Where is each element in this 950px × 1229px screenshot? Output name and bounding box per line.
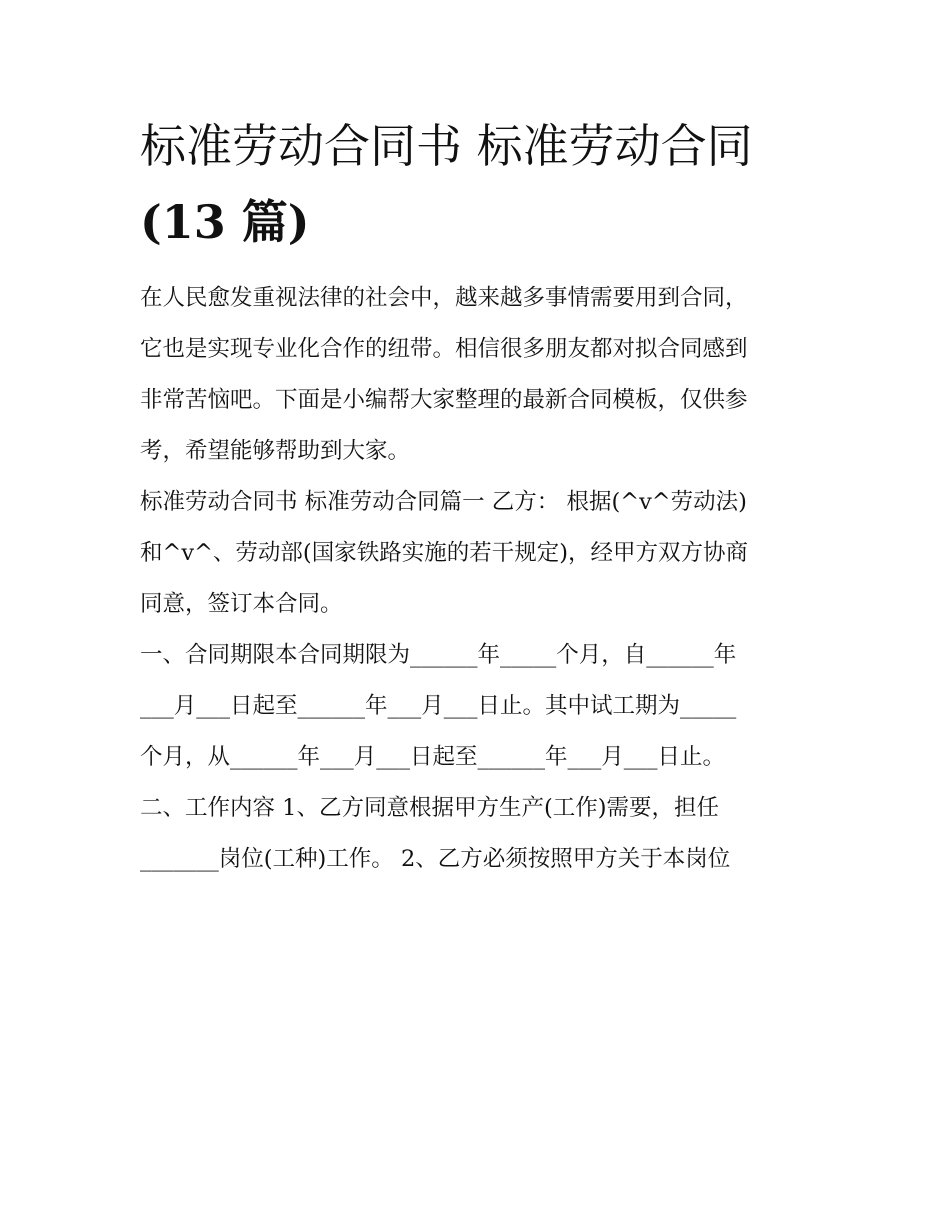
body-line-10: 个月，从______年___月___日起至______年___月___日止。 [140, 744, 726, 770]
body-line-1: 在人民愈发重视法律的社会中，越来越多事情需要用到合同， [140, 285, 748, 311]
body-line-6: 和^v^、劳动部(国家铁路实施的若干规定)，经甲方双方协商 [140, 540, 748, 566]
body-line-9: ___月___日起至______年___月___日止。其中试工期为_____ [140, 693, 737, 719]
body-line-4: 考，希望能够帮助到大家。 [140, 438, 411, 464]
body-line-8: 一、合同期限本合同期限为______年_____个月，自______年 [140, 642, 737, 668]
document-title [140, 108, 820, 260]
body-line-7: 同意，签订本合同。 [140, 591, 343, 617]
document-body [140, 273, 840, 885]
body-line-3: 非常苦恼吧。下面是小编帮大家整理的最新合同模板，仅供参 [140, 387, 748, 413]
body-line-11: 二、工作内容 1、乙方同意根据甲方生产(工作)需要，担任 [140, 795, 720, 821]
title-line-2: (13 篇) [140, 195, 310, 249]
body-line-5: 标准劳动合同书 标准劳动合同篇一 乙方： 根据(^v^劳动法) [140, 489, 747, 515]
body-line-12: _______岗位(工种)工作。 2、乙方必须按照甲方关于本岗位 [140, 846, 731, 872]
title-line-1: 标准劳动合同书 标准劳动合同 [140, 119, 753, 173]
body-line-2: 它也是实现专业化合作的纽带。相信很多朋友都对拟合同感到 [140, 336, 748, 362]
